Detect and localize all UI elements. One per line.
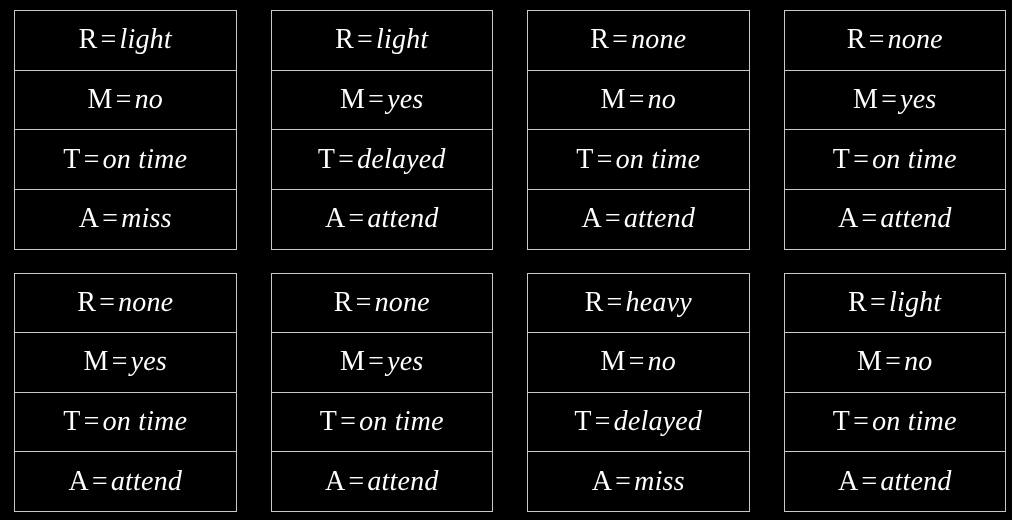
attribute-line — [591, 465, 685, 497]
attribute-value: yes — [900, 83, 937, 115]
attribute-value: on time — [615, 143, 701, 175]
attribute-key: A — [324, 465, 346, 497]
attribute-key: A — [837, 465, 859, 497]
attribute-row — [528, 71, 749, 131]
attribute-line — [79, 26, 172, 54]
attribute-value: on time — [102, 406, 188, 438]
attribute-row — [272, 190, 493, 249]
attribute-value: on time — [872, 406, 957, 438]
attribute-row — [272, 393, 493, 453]
attribute-row — [528, 333, 749, 393]
attribute-row — [785, 71, 1006, 131]
attribute-value: none — [374, 286, 430, 318]
attribute-key: M — [853, 83, 879, 115]
instance-card — [784, 10, 1007, 250]
attribute-row — [528, 393, 749, 453]
equals-sign: = — [99, 286, 116, 318]
equals-sign: = — [612, 24, 629, 56]
instance-card — [527, 273, 750, 513]
attribute-row — [15, 71, 236, 131]
attribute-key: M — [340, 83, 366, 115]
attribute-row — [272, 333, 493, 393]
equals-sign: = — [368, 83, 385, 115]
attribute-key: T — [63, 406, 81, 438]
attribute-row — [528, 274, 749, 334]
equals-sign: = — [606, 286, 623, 318]
attribute-row — [785, 130, 1006, 190]
equals-sign: = — [604, 203, 621, 235]
attribute-line — [857, 348, 933, 376]
attribute-key: A — [581, 203, 602, 235]
equals-sign: = — [91, 465, 108, 497]
attribute-key: R — [590, 24, 610, 56]
attribute-row — [15, 393, 236, 453]
attribute-value: attend — [110, 465, 183, 497]
attribute-key: R — [78, 24, 98, 56]
attribute-key: A — [591, 465, 613, 497]
attribute-value: no — [647, 346, 676, 378]
attribute-value: on time — [359, 406, 444, 438]
attribute-key: A — [68, 465, 89, 497]
attribute-value: delayed — [613, 406, 703, 438]
attribute-line — [847, 26, 943, 54]
equals-sign: = — [594, 406, 611, 438]
attribute-line — [79, 205, 172, 233]
attribute-value: yes — [387, 83, 424, 115]
attribute-key: R — [77, 286, 97, 318]
attribute-line — [77, 286, 174, 318]
attribute-line — [848, 286, 942, 318]
attribute-line — [600, 348, 676, 376]
attribute-line — [833, 408, 957, 436]
attribute-line — [68, 465, 183, 497]
attribute-value: yes — [387, 346, 424, 378]
equals-sign: = — [83, 406, 100, 438]
attribute-line — [320, 408, 444, 436]
attribute-line — [837, 465, 952, 497]
equals-sign: = — [102, 203, 119, 235]
attribute-value: attend — [367, 203, 439, 235]
attribute-value: attend — [367, 465, 439, 497]
attribute-line — [63, 143, 188, 175]
attribute-key: M — [83, 346, 109, 378]
attribute-value: yes — [130, 346, 167, 378]
attribute-key: A — [78, 203, 100, 235]
attribute-key: R — [584, 286, 604, 318]
attribute-line — [832, 143, 957, 175]
attribute-key: R — [333, 286, 353, 318]
attribute-key: A — [324, 203, 346, 235]
equals-sign: = — [853, 143, 870, 175]
attribute-line — [63, 408, 187, 436]
attribute-value: light — [889, 286, 942, 318]
equals-sign: = — [868, 24, 885, 56]
attribute-row — [272, 130, 493, 190]
attribute-value: attend — [880, 465, 952, 497]
attribute-value: attend — [623, 203, 696, 235]
attribute-row — [785, 452, 1006, 511]
attribute-key: T — [832, 143, 851, 175]
attribute-value: attend — [880, 203, 952, 235]
equals-sign: = — [861, 465, 878, 497]
attribute-key: R — [848, 286, 868, 318]
attribute-key: R — [846, 24, 866, 56]
attribute-line — [590, 26, 686, 54]
equals-sign: = — [111, 346, 128, 378]
equals-sign: = — [881, 83, 898, 115]
attribute-value: none — [887, 24, 943, 56]
attribute-key: T — [63, 143, 81, 175]
instance-card — [784, 273, 1007, 513]
attribute-row — [15, 130, 236, 190]
attribute-row — [15, 452, 236, 511]
equals-sign: = — [115, 83, 132, 115]
equals-sign: = — [885, 346, 902, 378]
equals-sign: = — [348, 465, 365, 497]
attribute-line — [340, 348, 423, 376]
attribute-key: M — [856, 346, 883, 378]
equals-sign: = — [615, 465, 632, 497]
attribute-row — [272, 71, 493, 131]
attribute-key: T — [832, 406, 851, 438]
attribute-row — [785, 274, 1006, 334]
attribute-key: M — [600, 83, 626, 115]
attribute-value: no — [647, 83, 676, 115]
attribute-row — [785, 190, 1006, 249]
attribute-value: on time — [872, 143, 957, 175]
attribute-row — [785, 393, 1006, 453]
instance-card — [14, 273, 237, 513]
attribute-value: no — [904, 346, 933, 378]
equals-sign: = — [596, 143, 613, 175]
equals-sign: = — [340, 406, 357, 438]
attribute-key: A — [837, 203, 859, 235]
attribute-line — [576, 143, 701, 175]
instance-card — [527, 10, 750, 250]
attribute-line — [581, 205, 695, 233]
attribute-key: T — [576, 143, 594, 175]
attribute-value: light — [376, 24, 429, 56]
attribute-key: R — [335, 24, 355, 56]
equals-sign: = — [348, 203, 365, 235]
attribute-line — [838, 205, 952, 233]
attribute-row — [272, 11, 493, 71]
equals-sign: = — [368, 346, 385, 378]
attribute-row — [785, 11, 1006, 71]
attribute-line — [340, 83, 424, 115]
attribute-row — [15, 333, 236, 393]
attribute-row — [272, 452, 493, 511]
attribute-value: light — [119, 24, 172, 56]
equals-sign: = — [83, 143, 100, 175]
attribute-line — [574, 408, 702, 436]
attribute-line — [317, 143, 446, 175]
equals-sign: = — [100, 24, 117, 56]
attribute-row — [528, 190, 749, 249]
attribute-key: T — [319, 406, 338, 438]
attribute-line — [335, 26, 428, 54]
attribute-line — [853, 83, 937, 115]
attribute-value: miss — [121, 203, 172, 235]
attribute-row — [15, 274, 236, 334]
attribute-row — [528, 130, 749, 190]
attribute-line — [325, 205, 439, 233]
attribute-row — [528, 452, 749, 511]
attribute-row — [15, 11, 236, 71]
equals-sign: = — [861, 203, 878, 235]
attribute-key: M — [87, 83, 113, 115]
attribute-key: T — [574, 406, 592, 438]
attribute-key: M — [340, 346, 366, 378]
attribute-line — [324, 465, 439, 497]
instance-card — [271, 273, 494, 513]
attribute-value: none — [118, 286, 174, 318]
attribute-line — [84, 348, 167, 376]
attribute-key: T — [317, 143, 336, 175]
equals-sign: = — [628, 83, 645, 115]
attribute-line — [333, 286, 430, 318]
attribute-line — [600, 83, 676, 115]
equals-sign: = — [338, 143, 355, 175]
equals-sign: = — [628, 346, 645, 378]
instance-card — [271, 10, 494, 250]
attribute-value: on time — [102, 143, 188, 175]
attribute-value: heavy — [625, 286, 692, 318]
attribute-line — [87, 83, 163, 115]
attribute-row — [15, 190, 236, 249]
equals-sign: = — [870, 286, 887, 318]
equals-sign: = — [853, 406, 870, 438]
attribute-row — [528, 11, 749, 71]
instance-card — [14, 10, 237, 250]
attribute-value: none — [631, 24, 687, 56]
attribute-value: no — [134, 83, 163, 115]
attribute-value: miss — [634, 465, 685, 497]
attribute-line — [584, 286, 692, 318]
equals-sign: = — [355, 286, 372, 318]
equals-sign: = — [357, 24, 374, 56]
attribute-row — [272, 274, 493, 334]
attribute-row — [785, 333, 1006, 393]
attribute-key: M — [600, 346, 626, 378]
attribute-value: delayed — [357, 143, 446, 175]
